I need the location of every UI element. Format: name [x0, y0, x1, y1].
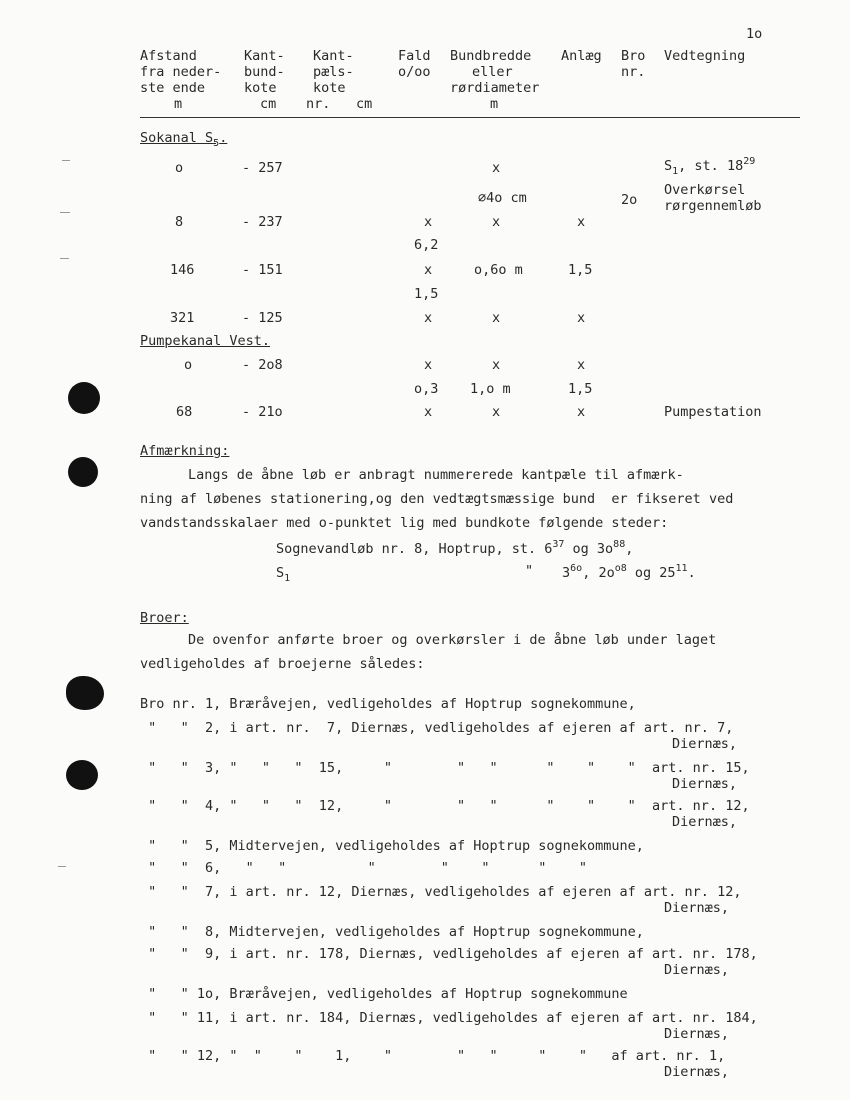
heading-afmaerkning: Afmærkning: — [140, 443, 230, 459]
header-kantbund-1: Kant- — [244, 48, 285, 64]
bro-item: " " 9, i art. nr. 178, Diernæs, vedligeholdes af ejeren af art. nr. 178, — [140, 946, 758, 962]
binder-hole — [66, 760, 98, 790]
cell-bund: x — [492, 310, 501, 326]
binder-hole — [68, 382, 100, 414]
header-kantpaels-3: kote — [313, 80, 346, 96]
afmaerkning-line-2: ning af løbenes stationering,og den vedtægtsmæssige bund er fikseret ved — [140, 491, 734, 507]
header-fald-2: o/oo — [398, 64, 431, 80]
bro-item: " " 11, i art. nr. 184, Diernæs, vedligeholdes af ejeren af art. nr. 184, — [140, 1010, 758, 1026]
bro-item-cont: Diernæs, — [664, 1026, 730, 1042]
cell-bund: x — [492, 160, 501, 176]
header-bundbredde-2: eller — [472, 64, 513, 80]
cell-kote: - 257 — [242, 160, 283, 176]
header-anlaeg: Anlæg — [561, 48, 602, 64]
cell-kote: - 125 — [242, 310, 283, 326]
cell-bund: ⌀4o cm — [478, 190, 527, 206]
cell-vedtegning: Pumpestation — [664, 404, 762, 420]
header-fald-1: Fald — [398, 48, 431, 64]
station-s1-values — [562, 565, 696, 581]
header-kantpaels-2: pæls- — [313, 64, 354, 80]
header-vedtegning: Vedtegning — [664, 48, 746, 64]
s1-sup2: o8 — [614, 563, 627, 574]
cell-bund: x — [492, 214, 501, 230]
cell-kote: - 21o — [242, 404, 283, 420]
sokanal-sub: 5 — [213, 138, 220, 149]
bro-item-cont: Diernæs, — [672, 776, 738, 792]
station-sognevandlob — [276, 541, 633, 557]
cell-bro: 2o — [621, 192, 638, 208]
cell-fald: x — [424, 262, 433, 278]
cell-fald: x — [424, 357, 433, 373]
header-afstand-3: ste ende — [140, 80, 206, 96]
broer-line-2: vedligeholdes af broejerne således: — [140, 656, 425, 672]
s1-c: og 25 — [626, 565, 676, 581]
cell-anlaeg: x — [577, 214, 586, 230]
cell-bund: o,6o m — [474, 262, 523, 278]
bro-item-cont: Diernæs, — [664, 1064, 730, 1080]
cell-kote: - 151 — [242, 262, 283, 278]
cell-kote: - 237 — [242, 214, 283, 230]
header-afstand-1: Afstand — [140, 48, 197, 64]
binder-hole — [66, 676, 104, 710]
section-pumpekanal: Pumpekanal Vest. — [140, 333, 271, 349]
section-sokanal — [140, 130, 228, 149]
broer-line-1: De ovenfor anførte broer og overkørsler i de åbne løb under laget — [188, 632, 717, 648]
scan-speck — [62, 160, 70, 161]
cell-fald: x — [424, 404, 433, 420]
bro-item: " " 4, " " " 12, " " " " " " art. nr. 12, — [140, 798, 750, 814]
sog-a: Sognevandløb nr. 8, Hoptrup, st. 6 — [276, 541, 553, 557]
cell-bund: x — [492, 357, 501, 373]
header-kantbund-4: cm — [260, 96, 277, 112]
cell-anlaeg: 1,5 — [568, 262, 593, 278]
cell-fald: o,3 — [414, 381, 439, 397]
scan-speck — [60, 212, 70, 213]
cell-afstand: 8 — [175, 214, 184, 230]
afmaerkning-line-1: Langs de åbne løb er anbragt nummererede kantpæle til afmærk- — [188, 467, 684, 483]
bro-item-cont: Diernæs, — [664, 900, 730, 916]
ved-s-sub: 1 — [672, 166, 679, 177]
binder-hole — [68, 457, 98, 487]
heading-broer: Broer: — [140, 610, 189, 626]
cell-kote: - 2o8 — [242, 357, 283, 373]
bro-item-cont: Diernæs, — [664, 962, 730, 978]
header-bro-2: nr. — [621, 64, 646, 80]
header-kantbund-2: bund- — [244, 64, 285, 80]
header-bundbredde-4: m — [490, 96, 499, 112]
cell-anlaeg: 1,5 — [568, 381, 593, 397]
header-afstand-4: m — [174, 96, 183, 112]
cell-bund: 1,o m — [470, 381, 511, 397]
cell-afstand: 321 — [170, 310, 195, 326]
bro-item-cont: Diernæs, — [672, 814, 738, 830]
scan-speck — [58, 866, 66, 867]
bro-item: " " 2, i art. nr. 7, Diernæs, vedligeholdes af ejeren af art. nr. 7, — [140, 720, 734, 736]
cell-fald: 1,5 — [414, 286, 439, 302]
header-bro-1: Bro — [621, 48, 646, 64]
afmaerkning-line-3: vandstandsskalaer med o-punktet lig med bundkote følgende steder: — [140, 515, 669, 531]
cell-vedtegning-1: Overkørsel — [664, 182, 746, 198]
header-afstand-2: fra neder- — [140, 64, 222, 80]
header-kantbund-3: kote — [244, 80, 277, 96]
cell-vedtegning — [664, 156, 756, 177]
bro-item: " " 8, Midtervejen, vedligeholdes af Hoptrup sognekommune, — [140, 924, 644, 940]
header-kantpaels-4: nr. — [306, 96, 331, 112]
cell-afstand: o — [184, 357, 193, 373]
s1-sub: 1 — [284, 573, 291, 584]
s1-sup1: 6o — [570, 563, 583, 574]
cell-afstand: 146 — [170, 262, 195, 278]
header-bundbredde-3: rørdiameter — [450, 80, 540, 96]
sog-sup1: 37 — [552, 539, 565, 550]
header-bundbredde-1: Bundbredde — [450, 48, 532, 64]
ved-sup: 29 — [743, 156, 756, 167]
s1-s: S — [276, 565, 285, 581]
cell-fald: 6,2 — [414, 237, 439, 253]
header-kantpaels-1: Kant- — [313, 48, 354, 64]
bro-item: Bro nr. 1, Bræråvejen, vedligeholdes af Hoptrup sognekommune, — [140, 696, 636, 712]
s1-b: , 2o — [582, 565, 615, 581]
cell-anlaeg: x — [577, 404, 586, 420]
header-kantpaels-5: cm — [356, 96, 373, 112]
cell-anlaeg: x — [577, 357, 586, 373]
cell-afstand: o — [175, 160, 184, 176]
cell-afstand: 68 — [176, 404, 193, 420]
station-s1-ditto: " — [525, 563, 534, 579]
ved-rest: , st. 18 — [678, 158, 744, 174]
ved-s: S — [664, 158, 673, 174]
station-s1-label — [276, 565, 291, 584]
sokanal-dot: . — [219, 130, 228, 146]
bro-item: " " 6, " " " " " " " — [140, 860, 588, 876]
sog-sup2: 88 — [613, 539, 626, 550]
bro-item: " " 12, " " " 1, " " " " " af art. nr. 1, — [140, 1048, 726, 1064]
sog-b: og 3o — [564, 541, 614, 557]
page-number: 1o — [746, 26, 763, 42]
sog-c: , — [625, 541, 634, 557]
scan-speck — [60, 258, 69, 259]
cell-vedtegning-2: rørgennemløb — [664, 198, 762, 214]
s1-d: . — [687, 565, 696, 581]
sokanal-name: Sokanal S — [140, 130, 214, 146]
bro-item: " " 5, Midtervejen, vedligeholdes af Hoptrup sognekommune, — [140, 838, 644, 854]
header-rule — [140, 117, 800, 118]
bro-item: " " 7, i art. nr. 12, Diernæs, vedligeholdes af ejeren af art. nr. 12, — [140, 884, 742, 900]
bro-item: " " 1o, Bræråvejen, vedligeholdes af Hoptrup sognekommune — [140, 986, 628, 1002]
s1-sup3: 11 — [675, 563, 688, 574]
s1-a: 3 — [562, 565, 571, 581]
cell-anlaeg: x — [577, 310, 586, 326]
cell-bund: x — [492, 404, 501, 420]
bro-item: " " 3, " " " 15, " " " " " " art. nr. 15, — [140, 760, 750, 776]
cell-fald: x — [424, 214, 433, 230]
bro-item-cont: Diernæs, — [672, 736, 738, 752]
cell-fald: x — [424, 310, 433, 326]
